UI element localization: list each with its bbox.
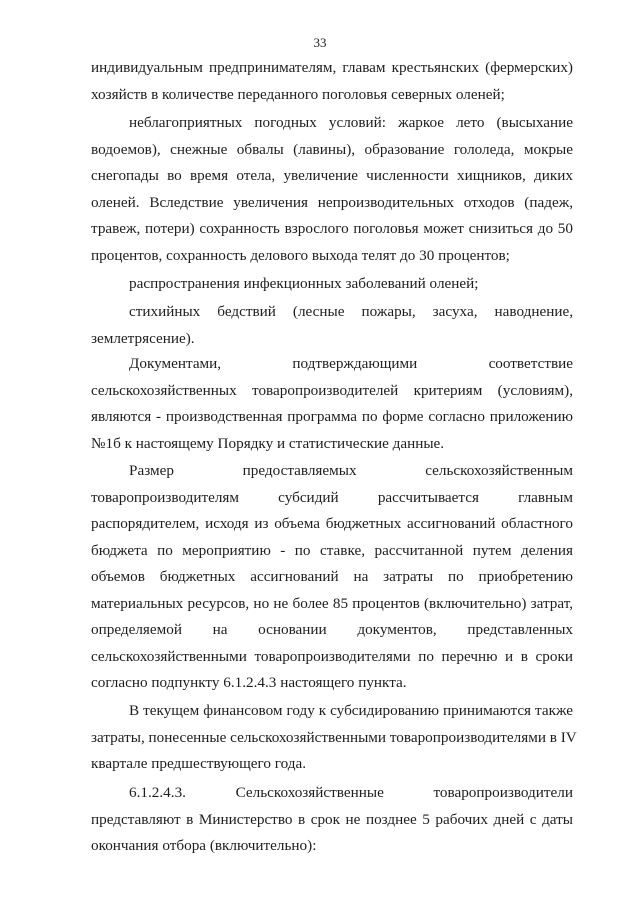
text-line: землетрясение). [91, 329, 195, 347]
paragraph-4 [91, 299, 573, 352]
text-line: 6.1.2.4.3. Сельскохозяйственные товаропроизводители [129, 784, 573, 801]
text-line: №1б к настоящему Порядку и статистические данные. [91, 434, 445, 452]
text-line: квартале предшествующего года. [91, 755, 307, 772]
text-line: определяемой на основании документов, представленных [91, 621, 573, 638]
text-line: хозяйств в количестве переданного поголовья северных оленей; [91, 85, 505, 103]
paragraph-2 [91, 110, 573, 269]
text-line: стихийных бедствий (лесные пожары, засуха, наводнение, [129, 303, 573, 320]
text-line: представляют в Министерство в срок не позднее 5 рабочих дней с даты [91, 810, 573, 828]
paragraph-8 [91, 780, 573, 860]
text-line: Размер предоставляемых сельскохозяйственным [129, 462, 573, 479]
text-line: неблагоприятных погодных условий: жаркое лето (высыхание [129, 114, 573, 131]
paragraph-7 [91, 698, 577, 778]
text-line: снегопады во время отела, увеличение численности хищников, диких [91, 167, 573, 184]
text-line: бюджета по мероприятию - по ставке, рассчитанной путем деления [91, 541, 573, 559]
text-line: товаропроизводителям субсидий рассчитывается главным [91, 488, 573, 506]
text-line: травеж, потери) сохранность взрослого поголовья может снизиться до 50 [91, 220, 573, 237]
text-line: процентов, сохранность делового выхода телят до 30 процентов; [91, 246, 510, 264]
text-line: распорядителем, исходя из объема бюджетных ассигнований областного [91, 515, 573, 532]
text-line: сельскохозяйственных товаропроизводителей критериям (условиям), [91, 381, 573, 399]
text-line: распространения инфекционных заболеваний оленей; [129, 275, 479, 292]
text-line: объемов бюджетных ассигнований на затраты по приобретению [91, 568, 573, 585]
page-number: 33 [313, 35, 327, 50]
paragraph-3 [91, 271, 573, 298]
text-line: В текущем финансовом году к субсидированию принимаются также [129, 702, 573, 719]
paragraph-1 [91, 55, 573, 108]
text-line: водоемов), снежные обвалы (лавины), образование гололеда, мокрые [91, 140, 573, 158]
paragraph-6 [91, 458, 573, 697]
text-line: затраты, понесенные сельскохозяйственными товаропроизводителями в IV [91, 728, 577, 746]
text-line: сельскохозяйственными товаропроизводителями по перечню и в сроки [91, 647, 573, 665]
paragraph-5 [91, 351, 573, 457]
text-line: индивидуальным предпринимателям, главам крестьянских (фермерских) [91, 59, 573, 76]
text-line: являются - производственная программа по форме согласно приложению [91, 408, 573, 425]
text-line: окончания отбора (включительно): [91, 837, 317, 854]
text-line: Документами, подтверждающими соответствие [129, 355, 573, 372]
text-line: согласно подпункту 6.1.2.4.3 настоящего пункта. [91, 674, 407, 691]
text-line: материальных ресурсов, но не более 85 процентов (включительно) затрат, [91, 594, 573, 612]
text-line: оленей. Вследствие увеличения непроизводительных отходов (падеж, [91, 193, 573, 211]
